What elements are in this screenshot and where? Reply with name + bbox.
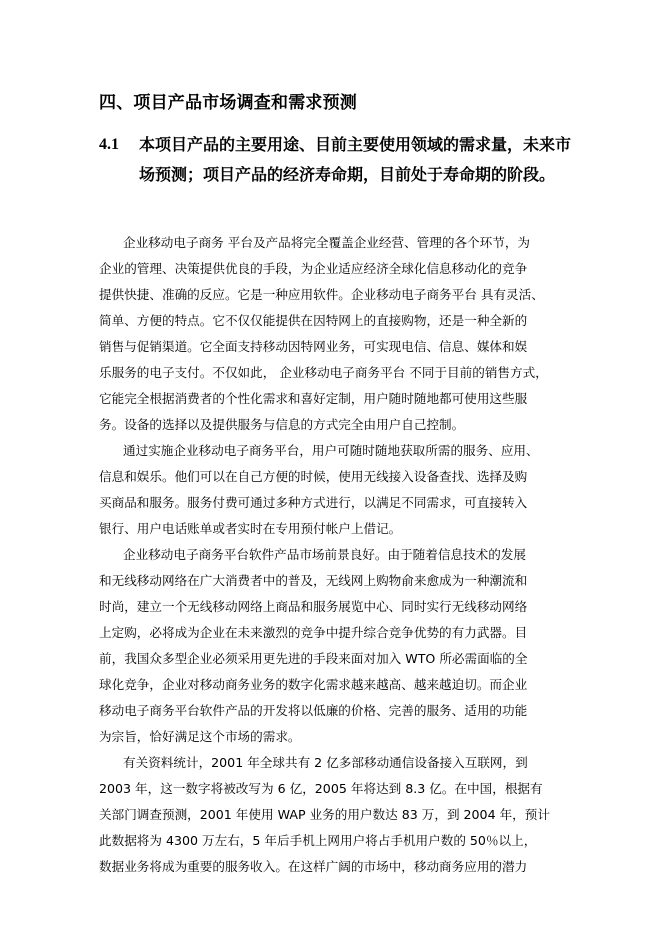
text-line: 信息和娱乐。他们可以在自己方便的时候，使用无线接入设备查找、选择及购 bbox=[99, 469, 528, 484]
text-line: 数据业务将成为重要的服务收入。在这样广阔的市场中，移动商务应用的潜力 bbox=[99, 859, 528, 874]
text-line: 前，我国众多型企业必须采用更先进的手段来面对加入 WTO 所必需面临的全 bbox=[99, 651, 528, 666]
text-line: 有关资料统计，2001 年全球共有 2 亿多部移动通信设备接入互联网，到 bbox=[123, 755, 528, 770]
text-line: 银行、用户电话账单或者实时在专用预付帐户上借记。 bbox=[99, 521, 402, 536]
text-line: 2003 年，这一数字将被改写为 6 亿，2005 年将达到 8.3 亿。在中国，根据有 bbox=[99, 781, 543, 796]
text-line: 买商品和服务。服务付费可通过多种方式进行，以满足不同需求，可直接转入 bbox=[99, 495, 528, 510]
text-line: 关部门调查预测，2001 年使用 WAP 业务的用户数达 83 万，到 2004 年，预计 bbox=[99, 807, 550, 822]
text-line: 为宗旨，恰好满足这个市场的需求。 bbox=[99, 729, 301, 744]
text-line: 通过实施企业移动电子商务平台，用户可随时随地获取所需的服务、应用、 bbox=[123, 443, 539, 458]
text-line: 上定购，必将成为企业在未来激烈的竞争中提升综合竞争优势的有力武器。目 bbox=[99, 625, 528, 640]
text-line: 简单、方便的特点。它不仅仅能提供在因特网上的直接购物，还是一种全新的 bbox=[99, 313, 528, 328]
text-line: 移动电子商务平台软件产品的开发将以低廉的价格、完善的服务、适用的功能 bbox=[99, 703, 528, 718]
text-line: 球化竞争，企业对移动商务业务的数字化需求越来越高、越来越迫切。而企业 bbox=[99, 677, 528, 692]
text-line: 它能完全根据消费者的个性化需求和喜好定制，用户随时随地都可使用这些服 bbox=[99, 391, 528, 406]
text-line: 提供快捷、准确的反应。它是一种应用软件。企业移动电子商务平台 具有灵活、 bbox=[99, 287, 544, 302]
subsection-number: 4.1 bbox=[99, 136, 119, 153]
text-line: 时尚，建立一个无线移动网络上商品和服务展览中心、同时实行无线移动网络 bbox=[99, 599, 528, 614]
text-line: 和无线移动网络在广大消费者中的普及，无线网上购物俞来愈成为一种潮流和 bbox=[99, 573, 528, 588]
section-heading: 四、项目产品市场调查和需求预测 bbox=[99, 93, 357, 113]
text-line: 此数据将为 4300 万左右，5 年后手机上网用户将占手机用户数的 50％以上， bbox=[99, 833, 537, 848]
text-line: 销售与促销渠道。它全面支持移动因特网业务，可实现电信、信息、媒体和娱 bbox=[99, 339, 528, 354]
text-line: 企业移动电子商务 平台及产品将完全覆盖企业经营、管理的各个环节，为 bbox=[123, 235, 531, 250]
text-line: 务。设备的选择以及提供服务与信息的方式完全由用户自己控制。 bbox=[99, 417, 465, 432]
text-line: 企业移动电子商务平台软件产品市场前景良好。由于随着信息技术的发展 bbox=[123, 547, 526, 562]
text-line: 企业的管理、决策提供优良的手段，为企业适应经济全球化信息移动化的竞争 bbox=[99, 261, 528, 276]
subsection-title-line-1: 本项目产品的主要用途、目前主要使用领域的需求量，未来市 bbox=[139, 135, 572, 154]
text-line: 乐服务的电子支付。不仅如此， 企业移动电子商务平台 不同于目前的销售方式， bbox=[99, 365, 548, 380]
subsection-title-line-2: 场预测；项目产品的经济寿命期，目前处于寿命期的阶段。 bbox=[139, 165, 556, 184]
